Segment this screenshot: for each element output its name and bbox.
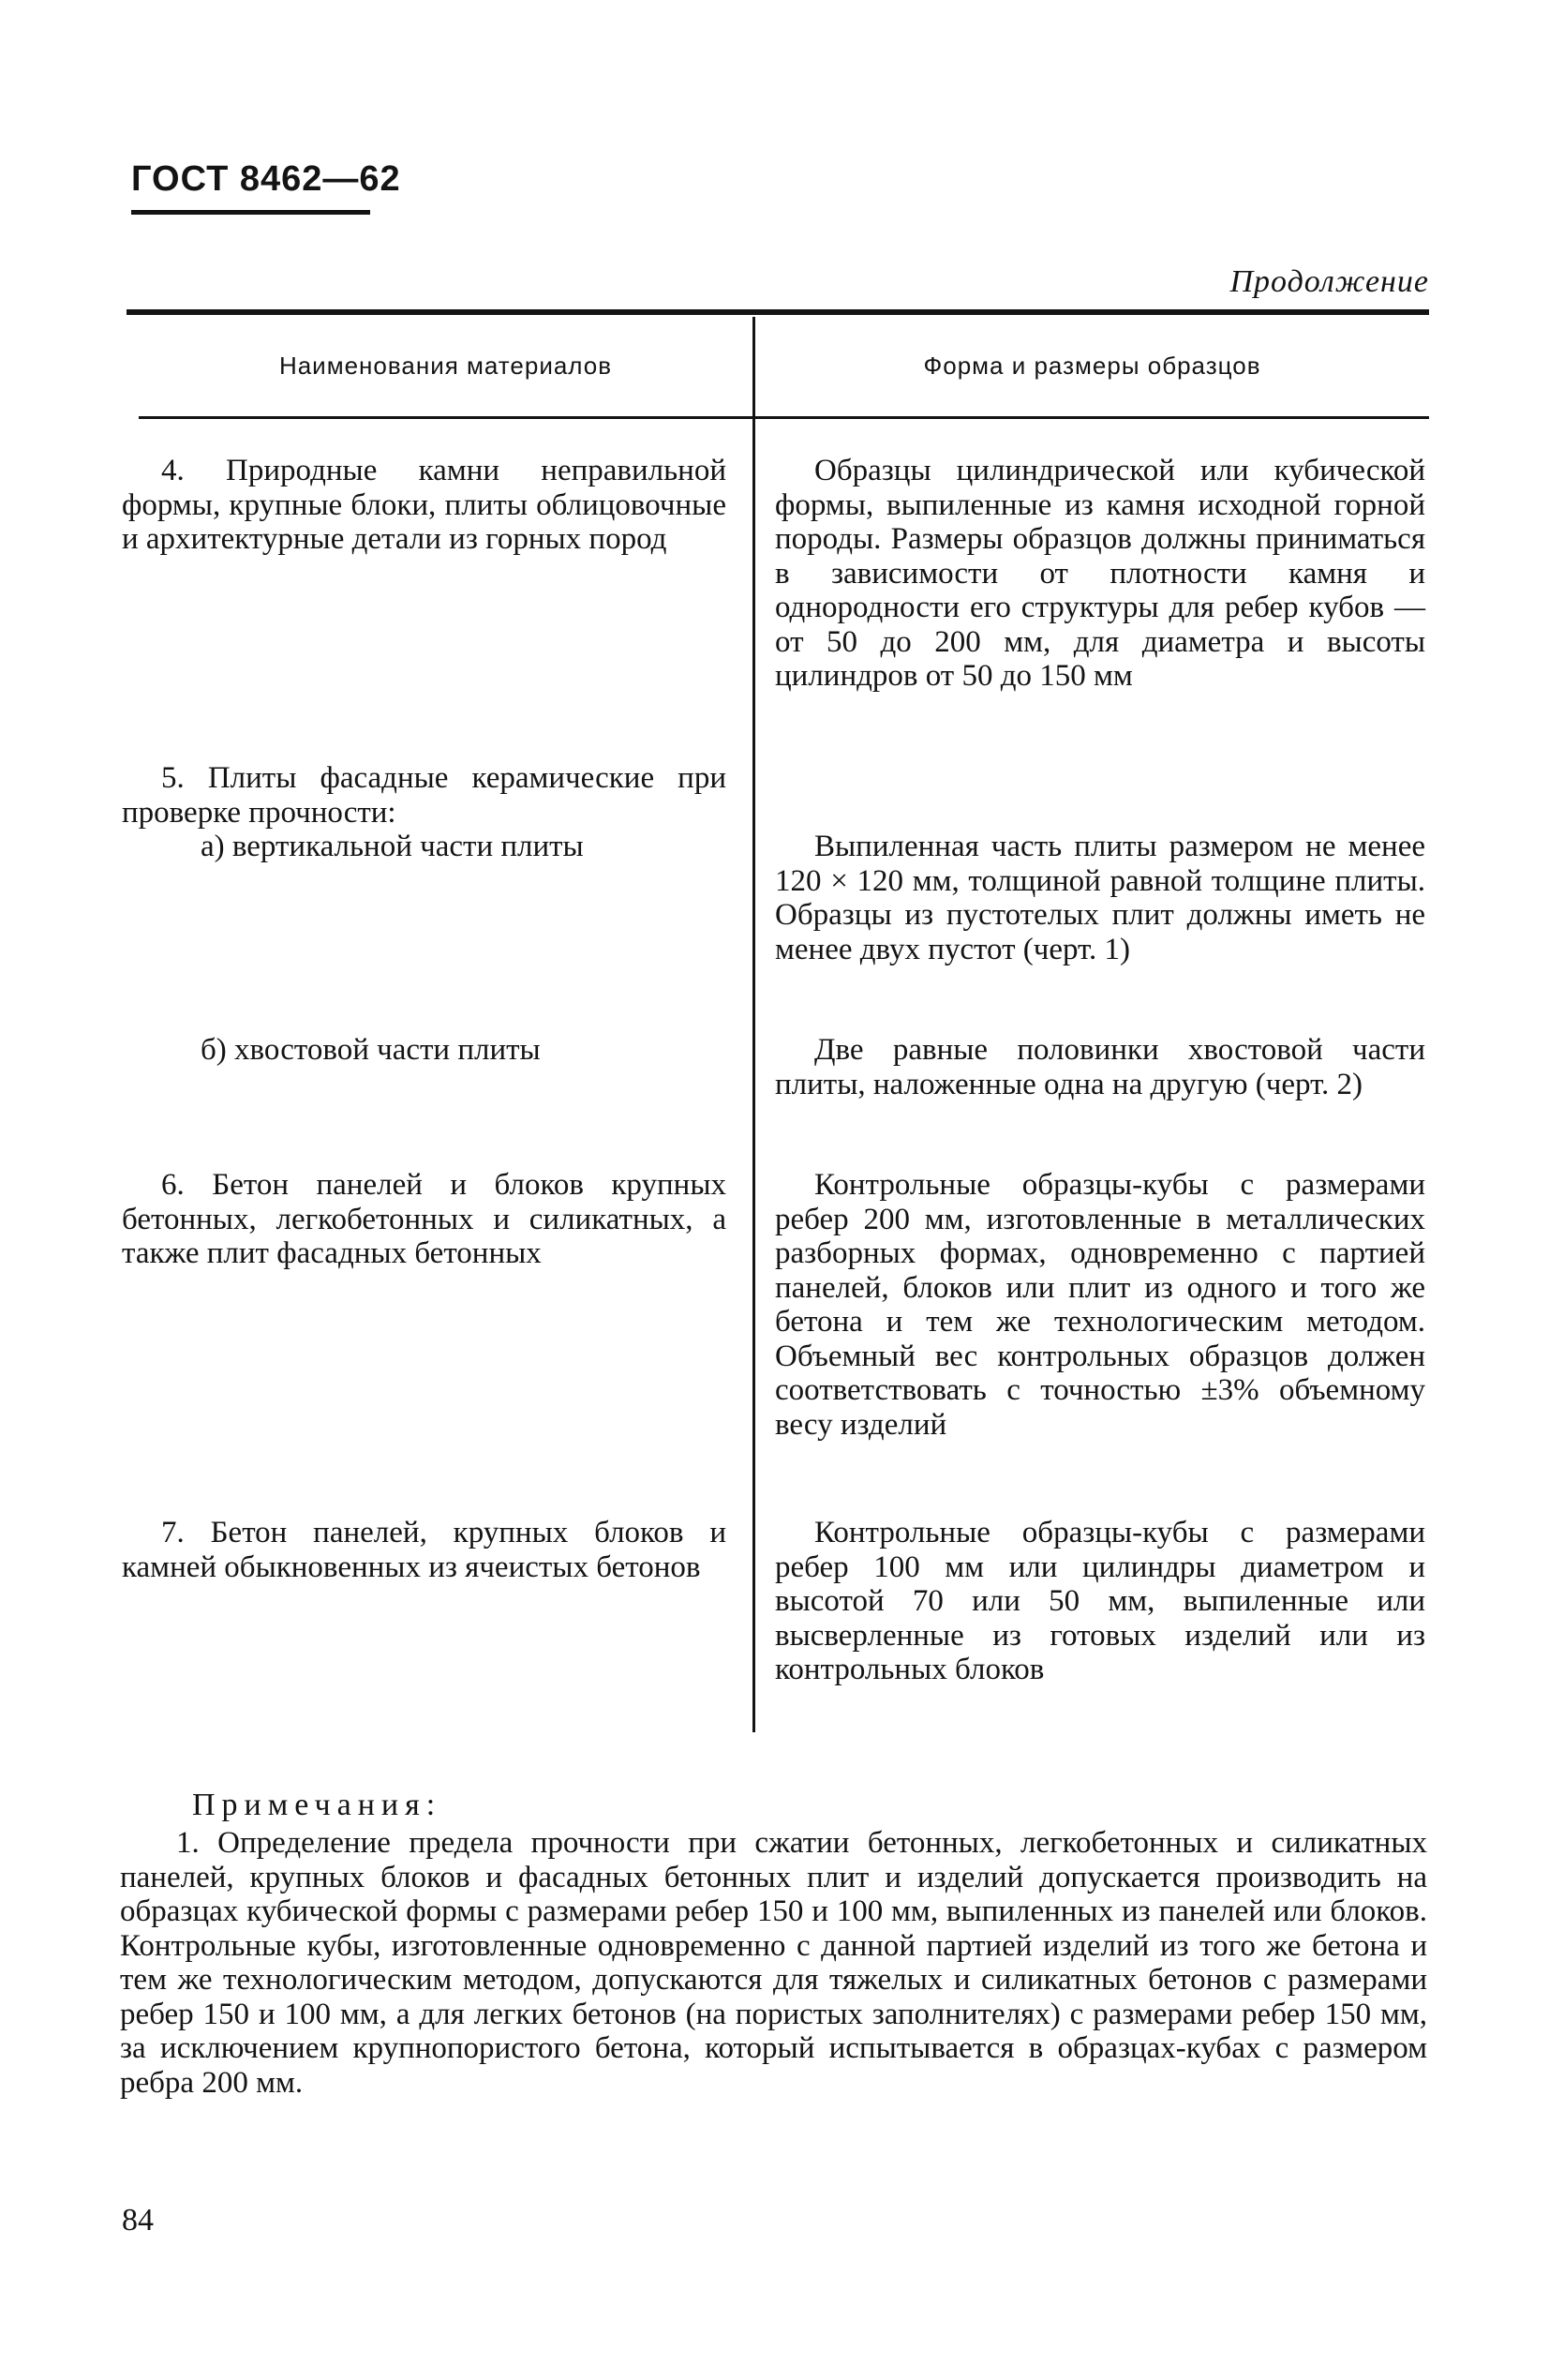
- table-row-6-material: 6. Бетон панелей и блоков крупных бетонных, легкобетонных и силикатных, а также плит фасадных бетонных: [122, 1168, 726, 1270]
- table-row-5-material: 5. Плиты фасадные керамические при проверке прочности: а) вертикальной части плиты: [122, 761, 726, 863]
- note-item-1: 1. Определение предела прочности при сжатии бетонных, легкобетонных и силикатных панелей, крупных блоков и фасадных бетонных плит и изделий допускается производить на образцах кубической формы с размерами ребер 150 и 100 мм, выпиленных из панелей или блоков. Контрольные кубы, изготовленные одновременно с данной партией изделий из того же бетона и тем же технологическим методом, допускаются для тяжелых и силикатных бетонов с размерами ребер 150 и 100 мм, а для легких бетонов (на пористых заполнителях) с размерами ребер 150 мм, за исключением крупнопористого бетона, который испытывается в образцах-кубах с размером ребра 200 мм.: [120, 1826, 1427, 2100]
- notes-title: Примечания:: [192, 1788, 442, 1822]
- table-row-6-specimen: Контрольные образцы-кубы с размерами ребер 200 мм, изготовленные в металлических разборных формах, одновременно с партией панелей, блоков или плит из одного и того же бетона и тем же технологическим методом. Объемный вес контрольных образцов должен соответствовать с точностью ±3% объемному весу изделий: [775, 1168, 1425, 1442]
- column-header-specimens: Форма и размеры образцов: [923, 352, 1261, 380]
- table-row-7-specimen: Контрольные образцы-кубы с размерами ребер 100 мм или цилиндры диаметром и высотой 70 или 50 мм, выпиленные или высверленные из готовых изделий или из контрольных блоков: [775, 1516, 1425, 1686]
- table-row-5-subitem-a: а) вертикальной части плиты: [201, 830, 584, 863]
- table-row-7-material: 7. Бетон панелей, крупных блоков и камней обыкновенных из ячеистых бетонов: [122, 1516, 726, 1584]
- table-row-4-material: 4. Природные камни неправильной формы, крупные блоки, плиты облицовочные и архитектурные детали из горных пород: [122, 454, 726, 556]
- table-row-5b-specimen: Две равные половинки хвостовой части плиты, наложенные одна на другую (черт. 2): [775, 1033, 1425, 1101]
- column-header-materials: Наименования материалов: [278, 352, 613, 380]
- header-underline: [131, 210, 370, 215]
- table-row-4-specimen: Образцы цилиндрической или кубической формы, выпиленные из камня исходной горной породы. Размеры образцов должны приниматься в зависимости от плотности камня и однородности его структуры для ребер кубов — от 50 до 200 мм, для диаметра и высоты цилиндров от 50 до 150 мм: [775, 454, 1425, 693]
- table-row-5a-specimen: Выпиленная часть плиты размером не менее 120 × 120 мм, толщиной равной толщине плиты. Образцы из пустотелых плит должны иметь не менее двух пустот (черт. 1): [775, 830, 1425, 966]
- page-number: 84: [122, 2203, 154, 2238]
- continuation-label: Продолжение: [1229, 264, 1429, 299]
- table-header-rule: [139, 416, 1429, 419]
- table-top-rule: [127, 309, 1429, 315]
- table-row-5b-material: б) хвостовой части плиты: [201, 1033, 541, 1067]
- standard-code: ГОСТ 8462—62: [131, 159, 401, 199]
- table-column-divider: [752, 317, 755, 1732]
